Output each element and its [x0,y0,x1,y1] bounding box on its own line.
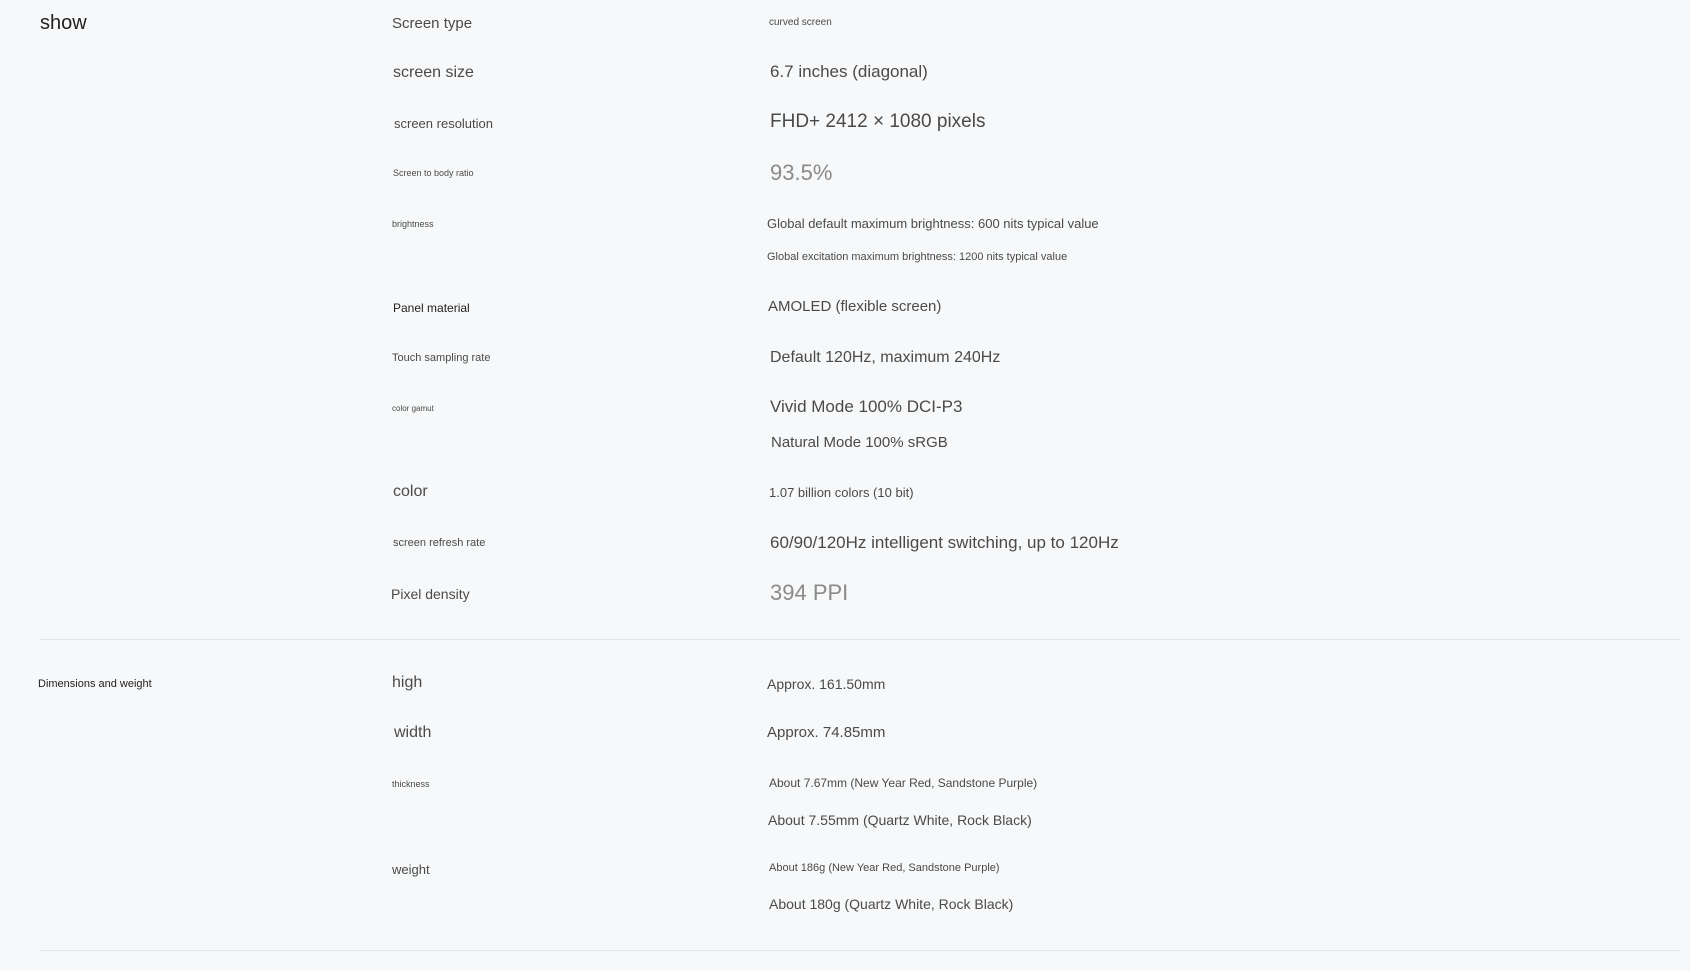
spec-value-color-gamut-vivid: Vivid Mode 100% DCI-P3 [770,397,963,416]
section-title-display: show [40,12,87,34]
spec-value-brightness-default: Global default maximum brightness: 600 nits typical value [767,216,1099,231]
spec-label-touch-sampling-rate: Touch sampling rate [392,352,491,364]
spec-value-height: Approx. 161.50mm [767,676,886,692]
spec-value-thickness-white-black: About 7.55mm (Quartz White, Rock Black) [768,812,1032,828]
spec-label-thickness: thickness [392,779,430,789]
spec-label-color-gamut: color gamut [392,404,434,413]
spec-label-width: width [394,724,432,741]
spec-value-color-gamut-natural: Natural Mode 100% sRGB [771,434,948,451]
spec-label-screen-resolution: screen resolution [394,116,493,131]
spec-label-panel-material: Panel material [393,301,470,315]
spec-label-screen-refresh-rate: screen refresh rate [393,537,486,549]
spec-label-screen-to-body-ratio: Screen to body ratio [393,168,474,178]
section-divider [40,639,1680,640]
spec-value-brightness-excitation: Global excitation maximum brightness: 1200 nits typical value [767,251,1068,263]
spec-label-height: high [392,674,423,691]
spec-value-thickness-red-purple: About 7.67mm (New Year Red, Sandstone Purple) [769,776,1038,790]
spec-value-panel-material: AMOLED (flexible screen) [768,298,942,315]
spec-label-screen-type: Screen type [392,15,473,32]
spec-value-screen-size: 6.7 inches (diagonal) [770,62,928,81]
spec-label-color: color [393,483,428,500]
spec-value-width: Approx. 74.85mm [767,724,886,741]
spec-label-brightness: brightness [392,219,434,229]
section-title-dimensions-weight: Dimensions and weight [38,678,152,690]
spec-value-color: 1.07 billion colors (10 bit) [769,485,914,500]
spec-label-pixel-density: Pixel density [391,586,470,602]
spec-value-screen-type: curved screen [769,17,832,28]
spec-label-weight: weight [392,862,430,877]
spec-value-weight-red-purple: About 186g (New Year Red, Sandstone Purple) [769,862,1000,874]
spec-label-screen-size: screen size [393,64,474,81]
spec-value-weight-white-black: About 180g (Quartz White, Rock Black) [769,896,1014,912]
spec-value-screen-to-body-ratio: 93.5% [770,160,833,185]
spec-value-pixel-density: 394 PPI [770,580,849,605]
section-divider-bottom [40,950,1680,951]
spec-value-touch-sampling-rate: Default 120Hz, maximum 240Hz [770,349,1001,366]
spec-value-screen-resolution: FHD+ 2412 × 1080 pixels [770,111,986,132]
spec-value-screen-refresh-rate: 60/90/120Hz intelligent switching, up to 120Hz [770,533,1119,552]
